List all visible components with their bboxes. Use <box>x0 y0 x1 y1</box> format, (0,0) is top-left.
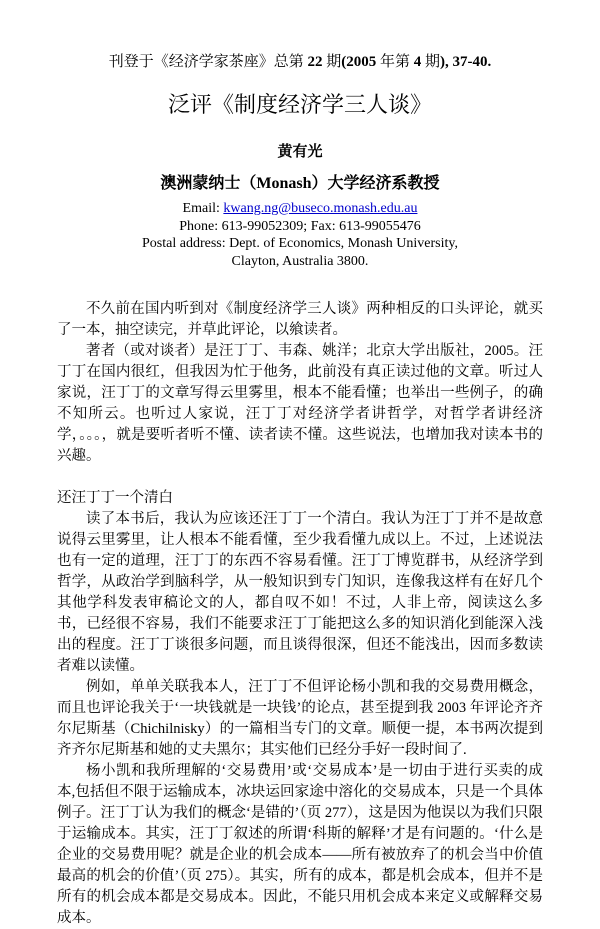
body-paragraph-1: 不久前在国内听到对《制度经济学三人谈》两种相反的口头评论，就买了一本，抽空读完，并草此评论，以飨读者。 <box>57 301 543 338</box>
email-link[interactable]: kwang.ng@buseco.monash.edu.au <box>223 201 418 216</box>
postal-address-line1: Postal address: Dept. of Economics, Monash University, <box>142 236 458 251</box>
body-paragraph-4: 例如，单单关联我本人，汪丁丁不但评论杨小凯和我的交易费用概念，而且也评论我关于‘一块钱就是一块钱’的论点，甚至提到我 2003 年评论齐齐尔尼斯基（Chichilnisky）的一篇相当专门的文章。顺便一提，本书两次提到齐齐尔尼斯基和她的丈夫黑尔；其实他们已经分手好一段时间了. <box>57 679 543 758</box>
author-affiliation: 澳洲蒙纳士（Monash）大学经济系教授 <box>160 175 440 192</box>
body-paragraph-3: 读了本书后，我认为应该还汪丁丁一个清白。我认为汪丁丁并不是故意说得云里雾里，让人根本不能看懂，至少我看懂九成以上。不过，上述说法也有一定的道理，汪丁丁的东西不容易看懂。汪丁丁博览群书，从经济学到哲学，从政治学到脑科学，从一般知识到专门知识，连像我这样有在好几个其他学科发表审稿论文的人，都自叹不如！不过，人非上帝，阅读这么多书，已经很不容易，我们不能要求汪丁丁能把这么多的知识消化到能深入浅出的程度。汪丁丁谈很多问题，而且谈得很深，但还不能浅出，因而多数读者难以读懂。 <box>57 511 543 674</box>
page-title: 泛评《制度经济学三人谈》 <box>167 92 432 117</box>
publication-header: 刊登于《经济学家茶座》总第 22 期(2005 年第 4 期), 37-40. <box>108 54 492 70</box>
section-heading: 还汪丁丁一个清白 <box>57 490 173 506</box>
body-paragraph-2: 著者（或对谈者）是汪丁丁、韦森、姚洋；北京大学出版社，2005。汪丁丁在国内很红，但我因为忙于他务，此前没有真正读过他的文章。听过人家说，汪丁丁的文章写得云里雾里，根本不能看懂；也举出一些例子，的确不知所云。也听过人家说，汪丁丁对经济学者讲哲学，对哲学者讲经济学，。。。，就是要听者听不懂、读者读不懂。这些说法，也增加我对读本书的兴趣。 <box>57 343 543 464</box>
author-name: 黄有光 <box>277 144 323 160</box>
email-line <box>57 200 543 218</box>
body-paragraph-5: 杨小凯和我所理解的‘交易费用’或‘交易成本’是一切由于进行买卖的成本,包括但不限于运输成本，冰块运回家途中溶化的交易成本，只是一个具体例子。汪丁丁认为我们的概念‘是错的’（页 277），这是因为他误以为我们只限于运输成本。其实，汪丁丁叙述的所谓‘科斯的解释’才是有问题的。‘什么是企业的交易费用呢？就是企业的机会成本——所有被放弃了的机会当中价值最高的机会的价值’（页 275）。其实，所有的成本，都是机会成本，但并不是所有的机会成本都是交易成本。因此，不能只用机会成本来定义或解释交易成本。 <box>57 763 543 926</box>
email-label: Email: <box>182 201 224 216</box>
postal-address-line2: Clayton, Australia 3800. <box>231 253 369 269</box>
article-body <box>57 299 543 929</box>
phone-fax-line: Phone: 613-99052309; Fax: 613-99055476 <box>179 218 421 234</box>
